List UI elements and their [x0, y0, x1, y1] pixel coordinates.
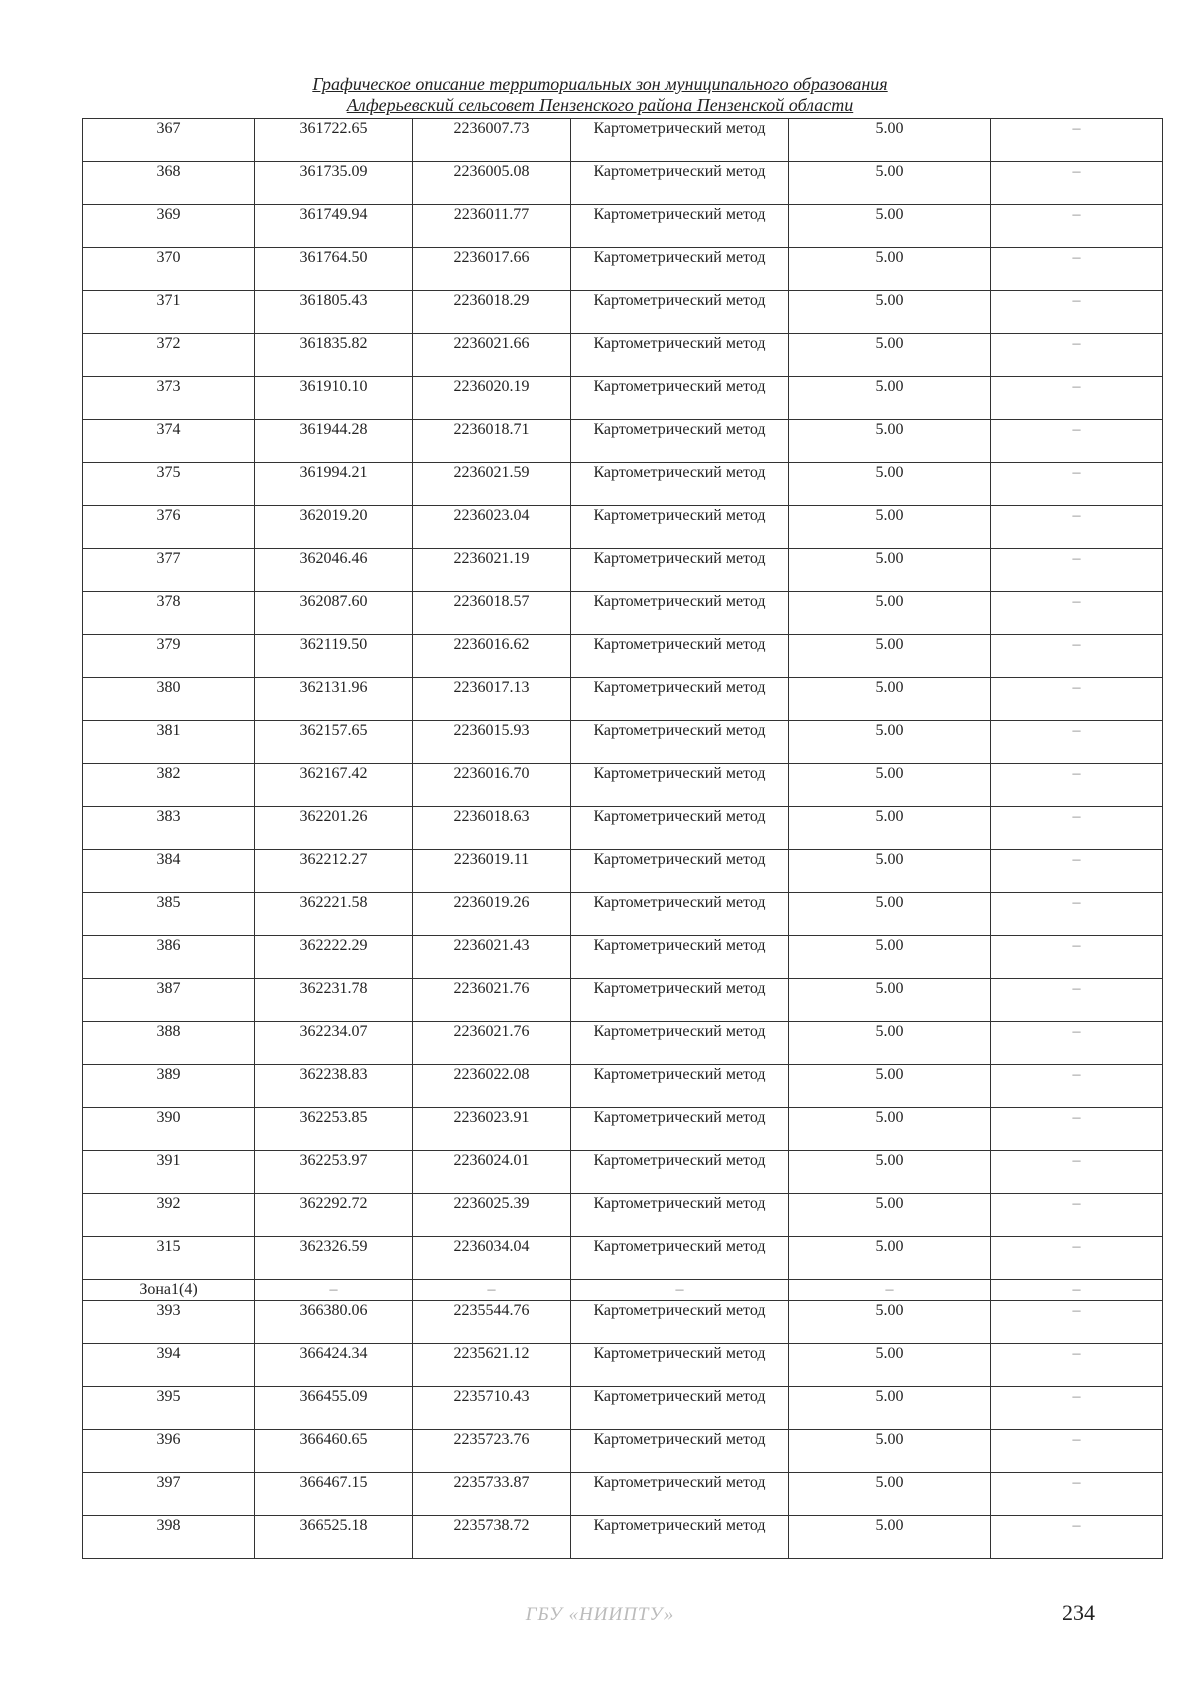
method-cell: Картометрический метод: [571, 506, 789, 549]
y-coordinate-cell: 2235544.76: [413, 1301, 571, 1344]
x-coordinate-cell: 362119.50: [255, 635, 413, 678]
precision-cell: 5.00: [789, 1473, 991, 1516]
point-number-cell: 397: [83, 1473, 255, 1516]
description-cell: –: [991, 420, 1163, 463]
x-coordinate-cell: 362221.58: [255, 893, 413, 936]
document-header: [0, 74, 1200, 116]
precision-cell: 5.00: [789, 162, 991, 205]
description-cell: –: [991, 549, 1163, 592]
point-number-cell: Зона1(4): [83, 1280, 255, 1301]
point-number-cell: 392: [83, 1194, 255, 1237]
precision-cell: 5.00: [789, 506, 991, 549]
x-coordinate-cell: 362326.59: [255, 1237, 413, 1280]
table-row: [83, 1344, 1163, 1387]
y-coordinate-cell: 2236023.04: [413, 506, 571, 549]
description-cell: –: [991, 592, 1163, 635]
y-coordinate-cell: 2236017.13: [413, 678, 571, 721]
point-number-cell: 376: [83, 506, 255, 549]
precision-cell: 5.00: [789, 205, 991, 248]
point-number-cell: 374: [83, 420, 255, 463]
precision-cell: 5.00: [789, 678, 991, 721]
coordinates-table-body: [83, 119, 1163, 1559]
description-cell: –: [991, 1516, 1163, 1559]
point-number-cell: 379: [83, 635, 255, 678]
precision-cell: 5.00: [789, 635, 991, 678]
table-row: [83, 1516, 1163, 1559]
y-coordinate-cell: 2236021.59: [413, 463, 571, 506]
y-coordinate-cell: 2236021.66: [413, 334, 571, 377]
table-row: [83, 764, 1163, 807]
description-cell: –: [991, 205, 1163, 248]
precision-cell: 5.00: [789, 248, 991, 291]
method-cell: Картометрический метод: [571, 936, 789, 979]
table-row: [83, 506, 1163, 549]
point-number-cell: 315: [83, 1237, 255, 1280]
x-coordinate-cell: 362131.96: [255, 678, 413, 721]
method-cell: Картометрический метод: [571, 893, 789, 936]
x-coordinate-cell: 362019.20: [255, 506, 413, 549]
table-row: [83, 1065, 1163, 1108]
table-row: [83, 162, 1163, 205]
x-coordinate-cell: 366424.34: [255, 1344, 413, 1387]
table-row: [83, 334, 1163, 377]
precision-cell: 5.00: [789, 549, 991, 592]
table-row: [83, 1151, 1163, 1194]
method-cell: Картометрический метод: [571, 592, 789, 635]
table-row: [83, 205, 1163, 248]
point-number-cell: 377: [83, 549, 255, 592]
description-cell: –: [991, 936, 1163, 979]
method-cell: Картометрический метод: [571, 807, 789, 850]
description-cell: –: [991, 1022, 1163, 1065]
precision-cell: 5.00: [789, 1065, 991, 1108]
x-coordinate-cell: 366460.65: [255, 1430, 413, 1473]
precision-cell: 5.00: [789, 1108, 991, 1151]
method-cell: Картометрический метод: [571, 334, 789, 377]
x-coordinate-cell: 366525.18: [255, 1516, 413, 1559]
table-row: [83, 1237, 1163, 1280]
table-row: [83, 1301, 1163, 1344]
description-cell: –: [991, 979, 1163, 1022]
x-coordinate-cell: 361835.82: [255, 334, 413, 377]
table-row: [83, 807, 1163, 850]
point-number-cell: 378: [83, 592, 255, 635]
point-number-cell: 388: [83, 1022, 255, 1065]
precision-cell: 5.00: [789, 1344, 991, 1387]
precision-cell: 5.00: [789, 1022, 991, 1065]
description-cell: –: [991, 1108, 1163, 1151]
description-cell: –: [991, 334, 1163, 377]
precision-cell: 5.00: [789, 893, 991, 936]
description-cell: –: [991, 1151, 1163, 1194]
table-row: [83, 1430, 1163, 1473]
x-coordinate-cell: 362222.29: [255, 936, 413, 979]
precision-cell: 5.00: [789, 850, 991, 893]
precision-cell: 5.00: [789, 420, 991, 463]
description-cell: –: [991, 1301, 1163, 1344]
header-line-1: Графическое описание территориальных зон муниципального образования: [312, 74, 888, 94]
description-cell: –: [991, 1280, 1163, 1301]
precision-cell: 5.00: [789, 807, 991, 850]
description-cell: –: [991, 162, 1163, 205]
point-number-cell: 368: [83, 162, 255, 205]
x-coordinate-cell: 361722.65: [255, 119, 413, 162]
y-coordinate-cell: 2236034.04: [413, 1237, 571, 1280]
description-cell: –: [991, 248, 1163, 291]
precision-cell: 5.00: [789, 1301, 991, 1344]
precision-cell: 5.00: [789, 377, 991, 420]
y-coordinate-cell: 2236018.29: [413, 291, 571, 334]
y-coordinate-cell: 2236020.19: [413, 377, 571, 420]
y-coordinate-cell: 2236018.71: [413, 420, 571, 463]
table-row: [83, 979, 1163, 1022]
x-coordinate-cell: 362238.83: [255, 1065, 413, 1108]
point-number-cell: 380: [83, 678, 255, 721]
point-number-cell: 387: [83, 979, 255, 1022]
description-cell: –: [991, 1387, 1163, 1430]
table-row: [83, 463, 1163, 506]
description-cell: –: [991, 1344, 1163, 1387]
table-row: [83, 1387, 1163, 1430]
method-cell: Картометрический метод: [571, 1151, 789, 1194]
point-number-cell: 396: [83, 1430, 255, 1473]
table-row: [83, 850, 1163, 893]
description-cell: –: [991, 764, 1163, 807]
x-coordinate-cell: 361944.28: [255, 420, 413, 463]
point-number-cell: 389: [83, 1065, 255, 1108]
point-number-cell: 385: [83, 893, 255, 936]
method-cell: Картометрический метод: [571, 1108, 789, 1151]
x-coordinate-cell: 362234.07: [255, 1022, 413, 1065]
precision-cell: 5.00: [789, 764, 991, 807]
x-coordinate-cell: –: [255, 1280, 413, 1301]
method-cell: Картометрический метод: [571, 463, 789, 506]
table-row: [83, 1022, 1163, 1065]
description-cell: –: [991, 893, 1163, 936]
table-row: [83, 592, 1163, 635]
y-coordinate-cell: 2236025.39: [413, 1194, 571, 1237]
page-number: 234: [1062, 1600, 1095, 1625]
method-cell: –: [571, 1280, 789, 1301]
x-coordinate-cell: 362253.85: [255, 1108, 413, 1151]
method-cell: Картометрический метод: [571, 549, 789, 592]
y-coordinate-cell: 2236024.01: [413, 1151, 571, 1194]
x-coordinate-cell: 361735.09: [255, 162, 413, 205]
description-cell: –: [991, 635, 1163, 678]
y-coordinate-cell: 2236022.08: [413, 1065, 571, 1108]
point-number-cell: 367: [83, 119, 255, 162]
table-row: [83, 291, 1163, 334]
method-cell: Картометрический метод: [571, 119, 789, 162]
method-cell: Картометрический метод: [571, 1194, 789, 1237]
x-coordinate-cell: 362292.72: [255, 1194, 413, 1237]
table-row: [83, 893, 1163, 936]
point-number-cell: 371: [83, 291, 255, 334]
method-cell: Картометрический метод: [571, 1301, 789, 1344]
point-number-cell: 393: [83, 1301, 255, 1344]
table-row: [83, 1108, 1163, 1151]
x-coordinate-cell: 362167.42: [255, 764, 413, 807]
precision-cell: 5.00: [789, 1430, 991, 1473]
x-coordinate-cell: 362087.60: [255, 592, 413, 635]
y-coordinate-cell: 2235710.43: [413, 1387, 571, 1430]
x-coordinate-cell: 366380.06: [255, 1301, 413, 1344]
point-number-cell: 384: [83, 850, 255, 893]
description-cell: –: [991, 463, 1163, 506]
method-cell: Картометрический метод: [571, 1430, 789, 1473]
point-number-cell: 372: [83, 334, 255, 377]
method-cell: Картометрический метод: [571, 678, 789, 721]
precision-cell: –: [789, 1280, 991, 1301]
point-number-cell: 381: [83, 721, 255, 764]
point-number-cell: 382: [83, 764, 255, 807]
method-cell: Картометрический метод: [571, 1065, 789, 1108]
description-cell: –: [991, 1237, 1163, 1280]
method-cell: Картометрический метод: [571, 420, 789, 463]
y-coordinate-cell: 2236021.76: [413, 979, 571, 1022]
precision-cell: 5.00: [789, 1237, 991, 1280]
y-coordinate-cell: 2236016.70: [413, 764, 571, 807]
x-coordinate-cell: 362253.97: [255, 1151, 413, 1194]
y-coordinate-cell: 2236016.62: [413, 635, 571, 678]
x-coordinate-cell: 361805.43: [255, 291, 413, 334]
point-number-cell: 390: [83, 1108, 255, 1151]
table-row: [83, 678, 1163, 721]
description-cell: –: [991, 721, 1163, 764]
x-coordinate-cell: 361994.21: [255, 463, 413, 506]
precision-cell: 5.00: [789, 119, 991, 162]
point-number-cell: 370: [83, 248, 255, 291]
method-cell: Картометрический метод: [571, 205, 789, 248]
description-cell: –: [991, 678, 1163, 721]
x-coordinate-cell: 366455.09: [255, 1387, 413, 1430]
description-cell: –: [991, 807, 1163, 850]
point-number-cell: 383: [83, 807, 255, 850]
method-cell: Картометрический метод: [571, 721, 789, 764]
y-coordinate-cell: 2236018.57: [413, 592, 571, 635]
description-cell: –: [991, 377, 1163, 420]
y-coordinate-cell: 2236018.63: [413, 807, 571, 850]
point-number-cell: 375: [83, 463, 255, 506]
description-cell: –: [991, 291, 1163, 334]
table-row: [83, 420, 1163, 463]
method-cell: Картометрический метод: [571, 1237, 789, 1280]
y-coordinate-cell: –: [413, 1280, 571, 1301]
table-row: [83, 377, 1163, 420]
description-cell: –: [991, 506, 1163, 549]
method-cell: Картометрический метод: [571, 635, 789, 678]
y-coordinate-cell: 2235738.72: [413, 1516, 571, 1559]
precision-cell: 5.00: [789, 979, 991, 1022]
y-coordinate-cell: 2235723.76: [413, 1430, 571, 1473]
y-coordinate-cell: 2236007.73: [413, 119, 571, 162]
point-number-cell: 394: [83, 1344, 255, 1387]
table-row: [83, 1473, 1163, 1516]
x-coordinate-cell: 366467.15: [255, 1473, 413, 1516]
point-number-cell: 398: [83, 1516, 255, 1559]
table-row: [83, 936, 1163, 979]
y-coordinate-cell: 2236005.08: [413, 162, 571, 205]
x-coordinate-cell: 362157.65: [255, 721, 413, 764]
method-cell: Картометрический метод: [571, 1344, 789, 1387]
precision-cell: 5.00: [789, 721, 991, 764]
point-number-cell: 373: [83, 377, 255, 420]
x-coordinate-cell: 361764.50: [255, 248, 413, 291]
table-row: [83, 119, 1163, 162]
table-row: [83, 549, 1163, 592]
point-number-cell: 369: [83, 205, 255, 248]
y-coordinate-cell: 2236019.26: [413, 893, 571, 936]
precision-cell: 5.00: [789, 1151, 991, 1194]
precision-cell: 5.00: [789, 1387, 991, 1430]
organization-footer: ГБУ «НИИПТУ»: [525, 1604, 675, 1625]
point-number-cell: 386: [83, 936, 255, 979]
x-coordinate-cell: 362201.26: [255, 807, 413, 850]
method-cell: Картометрический метод: [571, 291, 789, 334]
y-coordinate-cell: 2236011.77: [413, 205, 571, 248]
method-cell: Картометрический метод: [571, 1473, 789, 1516]
y-coordinate-cell: 2236019.11: [413, 850, 571, 893]
precision-cell: 5.00: [789, 334, 991, 377]
precision-cell: 5.00: [789, 291, 991, 334]
x-coordinate-cell: 362231.78: [255, 979, 413, 1022]
description-cell: –: [991, 1473, 1163, 1516]
coordinates-table: [82, 118, 1163, 1559]
description-cell: –: [991, 119, 1163, 162]
method-cell: Картометрический метод: [571, 377, 789, 420]
description-cell: –: [991, 1065, 1163, 1108]
y-coordinate-cell: 2236015.93: [413, 721, 571, 764]
description-cell: –: [991, 1194, 1163, 1237]
method-cell: Картометрический метод: [571, 1516, 789, 1559]
table-row: [83, 1194, 1163, 1237]
precision-cell: 5.00: [789, 1516, 991, 1559]
x-coordinate-cell: 362212.27: [255, 850, 413, 893]
y-coordinate-cell: 2236023.91: [413, 1108, 571, 1151]
y-coordinate-cell: 2235621.12: [413, 1344, 571, 1387]
table-row: [83, 635, 1163, 678]
method-cell: Картометрический метод: [571, 1387, 789, 1430]
method-cell: Картометрический метод: [571, 850, 789, 893]
description-cell: –: [991, 1430, 1163, 1473]
y-coordinate-cell: 2236021.76: [413, 1022, 571, 1065]
precision-cell: 5.00: [789, 463, 991, 506]
method-cell: Картометрический метод: [571, 979, 789, 1022]
y-coordinate-cell: 2236021.19: [413, 549, 571, 592]
x-coordinate-cell: 362046.46: [255, 549, 413, 592]
method-cell: Картометрический метод: [571, 1022, 789, 1065]
table-row: [83, 248, 1163, 291]
header-line-2: Алферьевский сельсовет Пензенского района Пензенской области: [346, 95, 854, 115]
zone-row: [83, 1280, 1163, 1301]
x-coordinate-cell: 361910.10: [255, 377, 413, 420]
x-coordinate-cell: 361749.94: [255, 205, 413, 248]
y-coordinate-cell: 2236021.43: [413, 936, 571, 979]
y-coordinate-cell: 2235733.87: [413, 1473, 571, 1516]
point-number-cell: 391: [83, 1151, 255, 1194]
method-cell: Картометрический метод: [571, 764, 789, 807]
method-cell: Картометрический метод: [571, 248, 789, 291]
method-cell: Картометрический метод: [571, 162, 789, 205]
table-row: [83, 721, 1163, 764]
precision-cell: 5.00: [789, 936, 991, 979]
y-coordinate-cell: 2236017.66: [413, 248, 571, 291]
description-cell: –: [991, 850, 1163, 893]
point-number-cell: 395: [83, 1387, 255, 1430]
precision-cell: 5.00: [789, 1194, 991, 1237]
precision-cell: 5.00: [789, 592, 991, 635]
